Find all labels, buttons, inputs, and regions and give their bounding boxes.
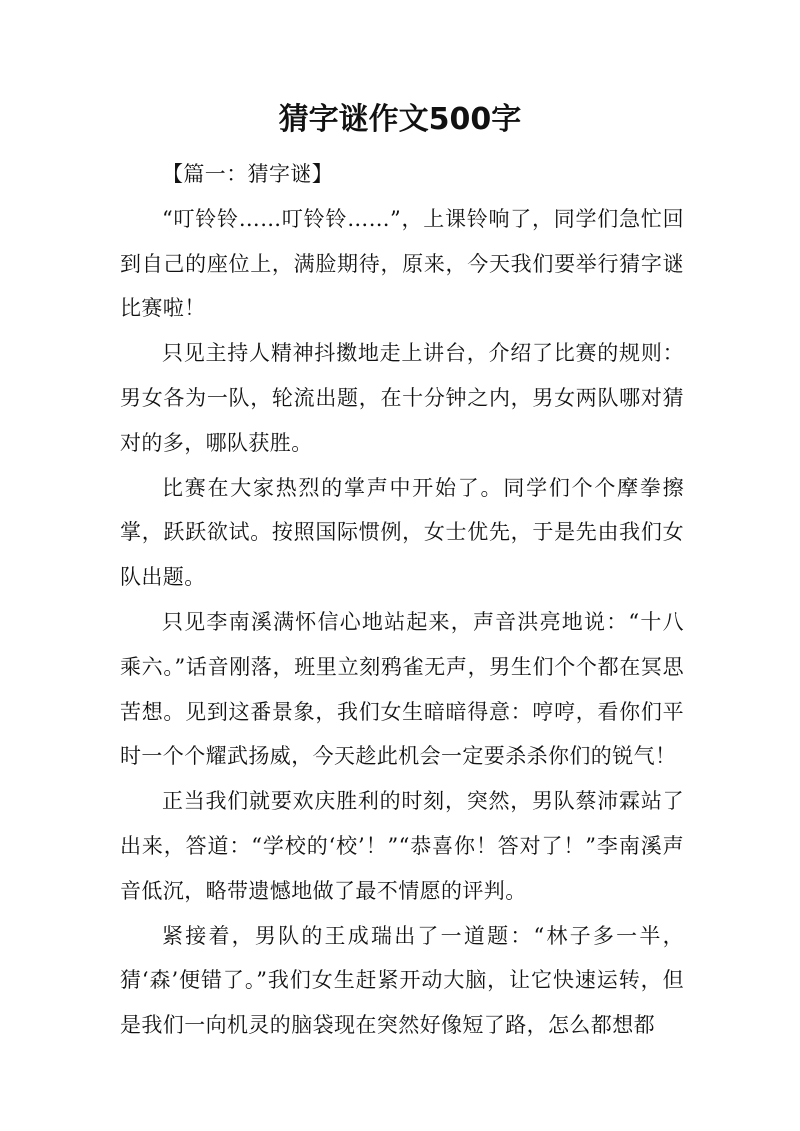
paragraph: 正当我们就要欢庆胜利的时刻，突然，男队蔡沛霖站了出来，答道：“学校的‘校’！”“恭喜你！答对了！”李南溪声音低沉，略带遗憾地做了最不情愿的评判。 bbox=[120, 789, 684, 903]
paragraph: 只见主持人精神抖擞地走上讲台，介绍了比赛的规则：男女各为一队，轮流出题，在十分钟之内，男女两队哪对猜对的多，哪队获胜。 bbox=[120, 341, 684, 455]
paragraph: 紧接着，男队的王成瑞出了一道题：“林子多一半，猜‘森’便错了。”我们女生赶紧开动大脑，让它快速运转，但是我们一向机灵的脑袋现在突然好像短了路，怎么都想都 bbox=[120, 923, 684, 1038]
paragraph: 比赛在大家热烈的掌声中开始了。同学们个个摩拳擦掌，跃跃欲试。按照国际惯例，女士优先，于是先由我们女队出题。 bbox=[120, 475, 684, 590]
section-heading: 【篇一：猜字谜】 bbox=[162, 162, 334, 186]
paragraph: 只见李南溪满怀信心地站起来，声音洪亮地说：“十八乘六。”话音刚落，班里立刻鸦雀无声，男生们个个都在冥思苦想。见到这番景象，我们女生暗暗得意：哼哼，看你们平时一个个耀武扬威，今天趁此机会一定要杀杀你们的锐气！ bbox=[120, 609, 684, 769]
page-title: 猜字谜作文500字 bbox=[278, 102, 522, 137]
paragraph: “叮铃铃……叮铃铃……”，上课铃响了，同学们急忙回到自己的座位上，满脸期待，原来，今天我们要举行猜字谜比赛啦！ bbox=[120, 206, 684, 321]
article-body bbox=[120, 152, 684, 1048]
